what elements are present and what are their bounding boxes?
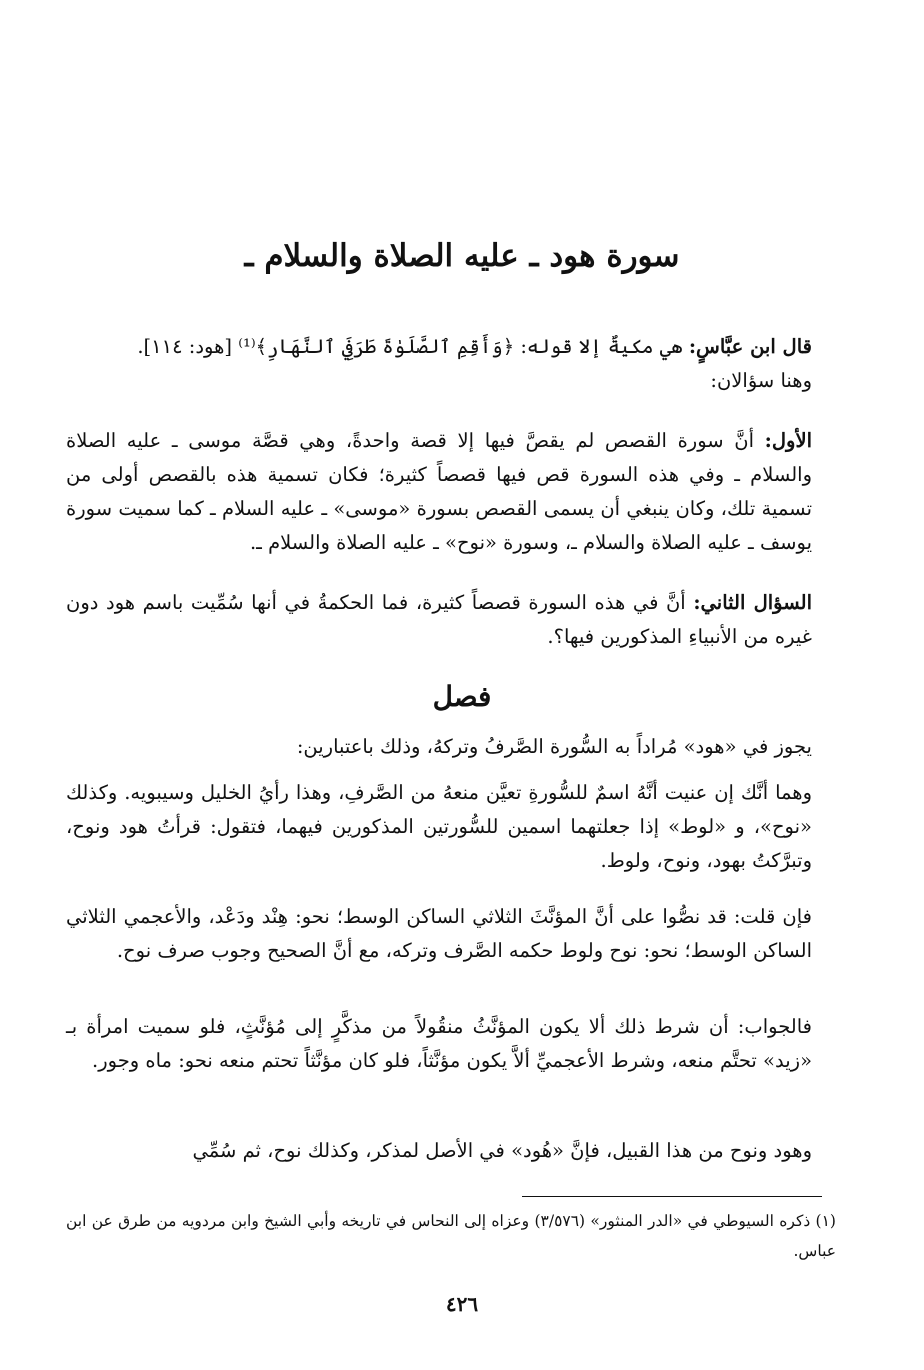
page-number: ٤٢٦ (445, 1292, 479, 1316)
footnote-divider (522, 1196, 822, 1197)
paragraph-5: وهود ونوح من هذا القبيل، فإنَّ «هُود» في الأصل لمذكر، وكذلك نوح، ثم سُمِّي (192, 1139, 812, 1162)
section-heading: فصل (432, 680, 492, 713)
footnote: (١) ذكره السيوطي في «الدر المنثور» (٣/٥٧٦) وعزاه إلى النحاس في تاريخه وأبي الشيخ وابن مردويه من طرق عن ابن عباس. (66, 1212, 836, 1260)
questions-line: وهنا سؤالان: (710, 369, 812, 392)
intro-paragraph (66, 330, 812, 398)
question-two-lead: السؤال الثاني: (693, 591, 812, 614)
question-two-paragraph (66, 586, 812, 654)
paragraph-3: فإن قلت: قد نصُّوا على أنَّ المؤنَّثَ الثلاثي الساكن الوسط؛ نحو: هِنْد ودَعْد، والأعجمي الثلاثي الساكن الوسط؛ نحو: نوح ولوط حكمه الصَّرف وتركه، مع أنَّ الصحيح وجوب صرف نوح. (66, 905, 812, 962)
question-one-paragraph (66, 424, 812, 560)
intro-lead: قال ابن عبَّاسٍ: (688, 335, 812, 358)
question-one-lead: الأول: (764, 429, 812, 452)
paragraph-2: وهما أنَّك إن عنيت أنَّهُ اسمٌ للسُّورةِ تعيَّن منعهُ من الصَّرفِ، وهذا رأيُ الخليل وسيبويه. وكذلك «نوح»، و «لوط» إذا جعلتهما اسمين للسُّورتين المذكورين فيهما، فتقول: قرأتُ هود ونوح، وتبرَّكتُ بهود، ونوح، ولوط. (66, 781, 812, 872)
paragraph-4: فالجواب: أن شرط ذلك ألا يكون المؤنَّثُ منقُولاً من مذكَّرٍ إلى مُؤنَّثٍ، فلو سميت امرأة بـ «زيد» تحتَّم منعه، وشرط الأعجميِّ ألاَّ يكون مؤنَّثاً، فلو كان مؤنَّثاً تحتم منعه نحو: ماه وجور. (66, 1015, 812, 1072)
intro-text: هي مكيةٌ إلا قوله: ﴿وَأَقِمِ ٱلصَّلَوٰةَ طَرَفَيِ ٱلنَّهَارِ﴾⁽¹⁾ [هود: ١١٤]. (137, 335, 683, 358)
paragraph-1: يجوز في «هود» مُراداً به السُّورة الصَّرفُ وتركهُ، وذلك باعتبارين: (296, 735, 812, 758)
question-two-text: أنَّ في هذه السورة قصصاً كثيرة، فما الحكمةُ في أنها سُمِّيت باسم هود دون غيره من الأنبياءِ المذكورين فيها؟. (66, 591, 812, 648)
surah-title: سورة هود ـ عليه الصلاة والسلام ـ (244, 238, 680, 274)
question-one-text: أنَّ سورة القصص لم يقصَّ فيها إلا قصة واحدةً، وهي قصَّة موسى ـ عليه الصلاة والسلام ـ وفي هذه السورة قص فيها قصصاً كثيرة؛ فكان تسمية هذه بالقصص أولى من تسمية تلك، وكان ينبغي أن يسمى القصص بسورة «موسى» ـ عليه السلام ـ كما سميت سورة يوسف ـ عليه الصلاة والسلام ـ، وسورة «نوح» ـ عليه الصلاة والسلام ـ. (66, 429, 812, 554)
